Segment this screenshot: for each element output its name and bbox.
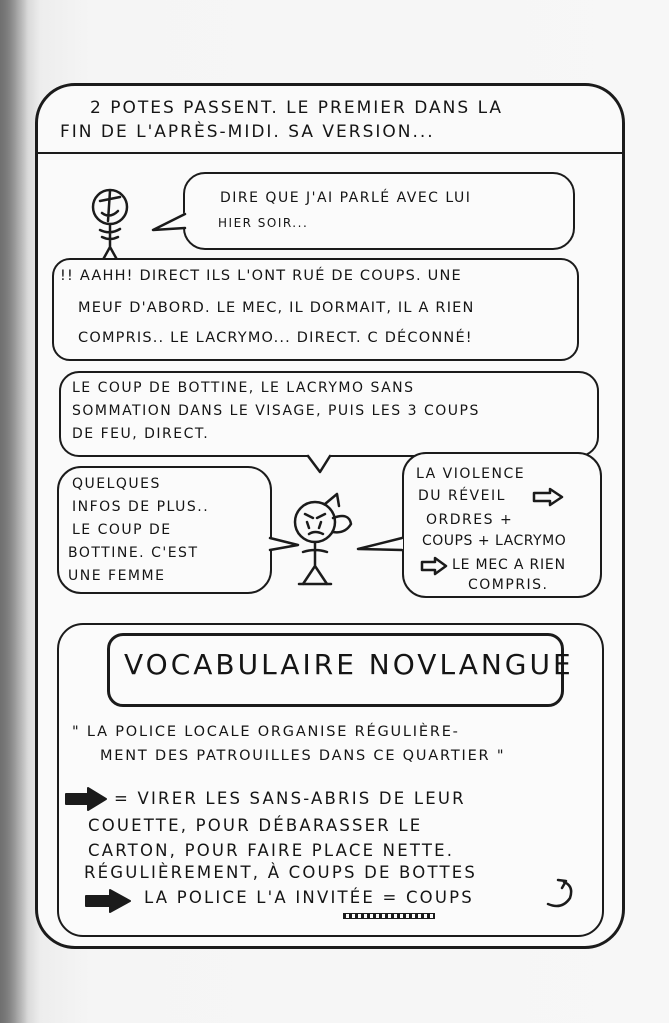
bubble-top-line-1: DIRE QUE J'AI PARLÉ AVEC LUI bbox=[220, 190, 472, 206]
bubble-right-line-4: COUPS + LACRYMO bbox=[422, 533, 567, 549]
page-shadow bbox=[0, 0, 28, 1023]
arrow-right-icon bbox=[420, 557, 448, 575]
vocab-line-3: CARTON, POUR FAIRE PLACE NETTE. bbox=[88, 841, 455, 860]
bubble-left-line-4: BOTTINE. C'EST bbox=[68, 545, 199, 561]
vocab-quote-line-1: " LA POLICE LOCALE ORGANISE RÉGULIÈRE- bbox=[72, 724, 460, 740]
vocab-line-5: LA POLICE L'A INVITÉE = COUPS bbox=[144, 888, 474, 907]
bubble-left-line-1: QUELQUES bbox=[72, 476, 161, 492]
bubble-right-line-6: COMPRIS. bbox=[468, 577, 549, 593]
bubble-left-line-3: LE COUP DE bbox=[72, 522, 172, 538]
speech-bubble-top bbox=[183, 172, 575, 250]
vocab-line-2: COUETTE, POUR DÉBARASSER LE bbox=[88, 816, 423, 835]
vocab-line-4: RÉGULIÈREMENT, À COUPS DE BOTTES bbox=[84, 863, 478, 882]
bubble-lower-line-1: LE COUP DE BOTTINE, LE LACRYMO SANS bbox=[72, 380, 415, 396]
arrow-right-icon bbox=[532, 487, 564, 507]
arrow-right-icon bbox=[64, 786, 108, 812]
underline-mark bbox=[343, 913, 435, 919]
vocab-line-1: = VIRER LES SANS-ABRIS DE LEUR bbox=[114, 789, 466, 808]
bubble-middle-line-1: !! AAHH! DIRECT ILS L'ONT RUÉ DE COUPS. UNE bbox=[60, 268, 462, 284]
caption-line-2: FIN DE L'APRÈS-MIDI. SA VERSION... bbox=[60, 122, 435, 142]
arrow-right-icon bbox=[84, 888, 132, 914]
caption-divider bbox=[36, 152, 624, 154]
bubble-right-line-3: ORDRES + bbox=[426, 512, 514, 528]
bubble-right-line-1: LA VIOLENCE bbox=[416, 466, 526, 482]
bubble-middle-line-3: COMPRIS.. LE LACRYMO... DIRECT. C DÉCONNÉ! bbox=[78, 330, 473, 346]
bubble-tail bbox=[150, 210, 190, 235]
bubble-left-line-2: INFOS DE PLUS.. bbox=[72, 499, 210, 515]
bubble-left-line-5: UNE FEMME bbox=[68, 568, 166, 584]
caption-line-1: 2 POTES PASSENT. LE PREMIER DANS LA bbox=[90, 98, 504, 118]
bubble-tail bbox=[305, 454, 335, 474]
bubble-middle-line-2: MEUF D'ABORD. LE MEC, IL DORMAIT, IL A RIEN bbox=[78, 300, 475, 316]
bubble-tail bbox=[355, 535, 405, 555]
bubble-lower-line-2: SOMMATION DANS LE VISAGE, PUIS LES 3 COUPS bbox=[72, 403, 480, 419]
bubble-top-line-2: HIER SOIR... bbox=[218, 216, 309, 230]
bubble-right-line-5: LE MEC A RIEN bbox=[452, 557, 566, 573]
bubble-right-line-2: DU RÉVEIL bbox=[418, 488, 506, 504]
vocabulary-title: VOCABULAIRE NOVLANGUE bbox=[124, 648, 574, 681]
arrow-curved-icon bbox=[544, 876, 580, 912]
vocab-quote-line-2: MENT DES PATROUILLES DANS CE QUARTIER " bbox=[100, 748, 506, 764]
bubble-lower-line-3: DE FEU, DIRECT. bbox=[72, 426, 210, 442]
